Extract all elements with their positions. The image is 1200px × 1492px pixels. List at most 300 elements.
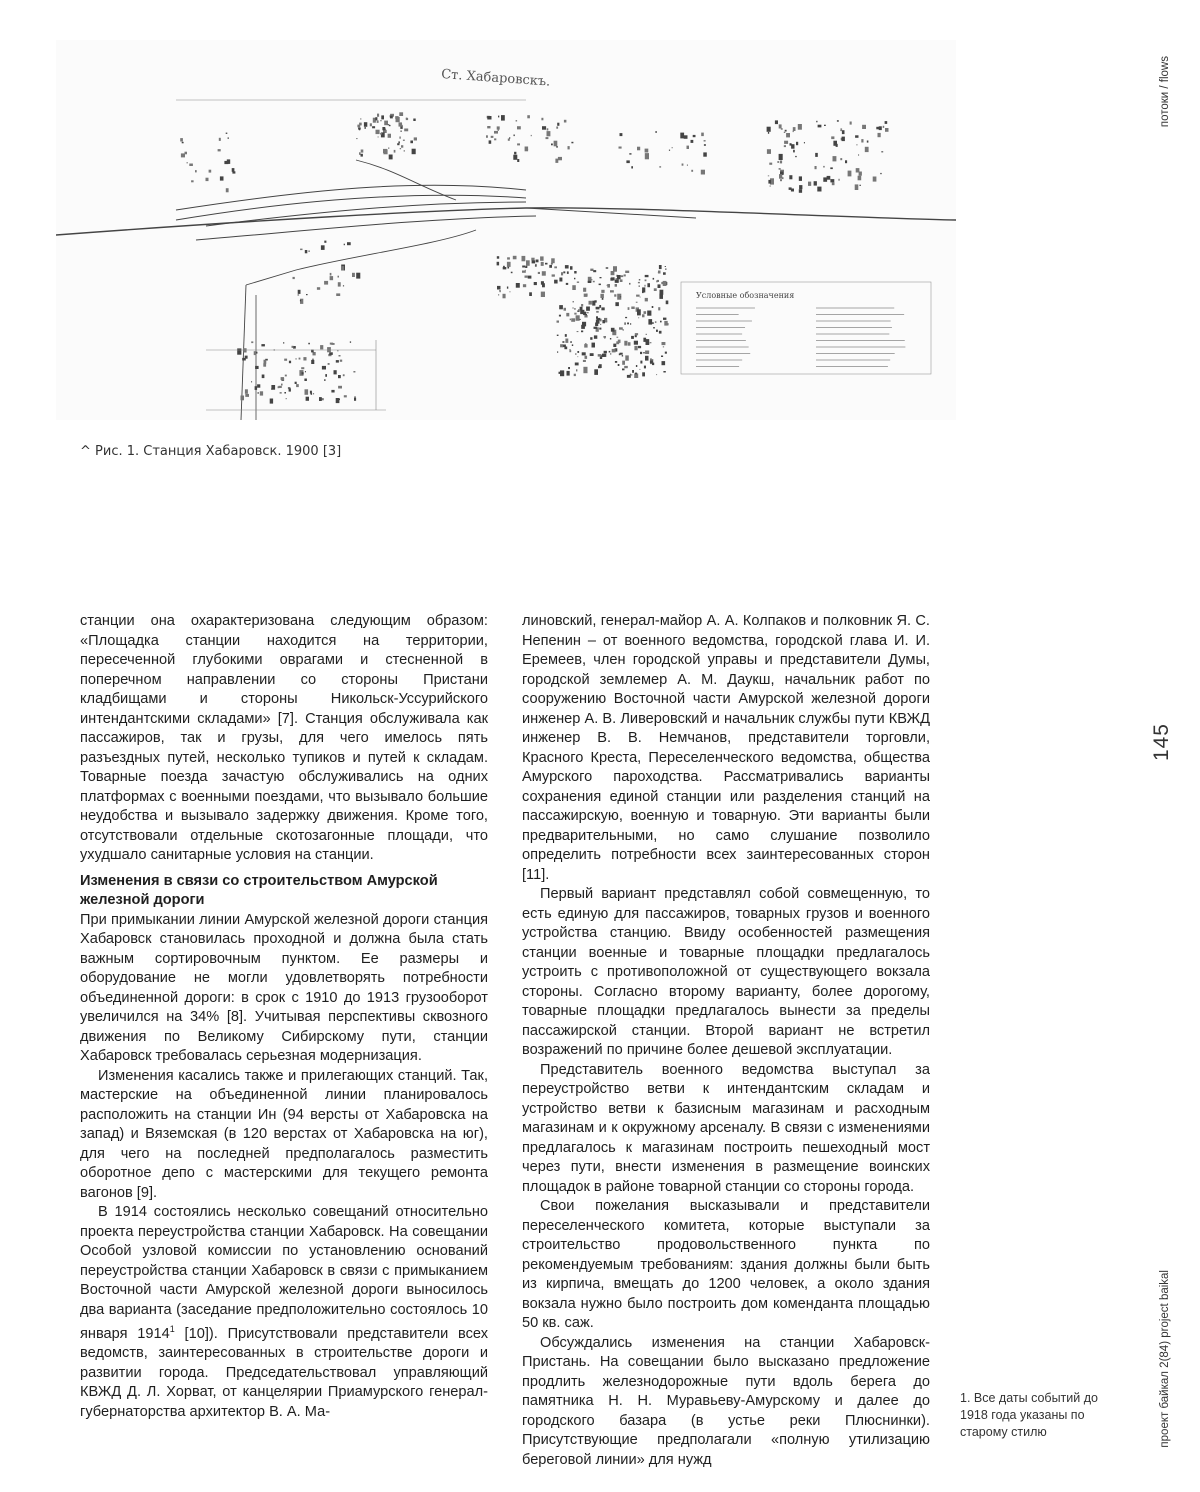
paragraph <box>80 1203 488 1422</box>
map-mark <box>659 166 661 167</box>
map-mark <box>656 374 657 375</box>
map-mark <box>640 361 642 364</box>
map-mark <box>361 150 364 153</box>
map-mark <box>818 125 822 128</box>
map-mark <box>684 135 688 139</box>
map-mark <box>644 366 646 369</box>
map-mark <box>568 367 570 369</box>
map-mark <box>303 357 306 360</box>
map-mark <box>799 185 802 189</box>
map-mark <box>354 396 356 398</box>
map-mark <box>583 288 586 292</box>
section-label: потоки / flows <box>1159 56 1171 127</box>
map-mark <box>655 321 657 323</box>
map-mark <box>635 373 637 375</box>
map-mark <box>503 267 507 269</box>
map-mark <box>577 282 579 283</box>
map-mark <box>599 305 601 308</box>
map-mark <box>306 397 309 401</box>
map-mark <box>572 308 574 309</box>
map-mark <box>509 137 510 138</box>
paragraph: Представитель военного ведомства выступал за переустройство ветви к интендантским складам и устройство ветви к базисным магазинам и расходным магазинам и к окружному арсеналу. В связи с изменениями предлагалось к магазинам построить пешеходный мост через пути, внести изменения в размещение воинских площадок в районе товарной станции со стороны города. <box>522 1061 930 1198</box>
map-mark <box>503 294 506 299</box>
map-mark <box>597 318 601 320</box>
map-mark <box>400 148 401 149</box>
map-mark <box>209 170 212 173</box>
map-mark <box>567 271 569 274</box>
map-mark <box>672 147 673 148</box>
map-mark <box>793 150 795 153</box>
map-mark <box>590 353 594 356</box>
map-mark <box>636 365 637 367</box>
map-mark <box>634 341 638 345</box>
map-mark <box>610 353 611 355</box>
map-mark <box>615 284 617 287</box>
map-mark <box>529 292 532 296</box>
map-mark <box>842 137 845 142</box>
map-mark <box>636 295 640 297</box>
map-mark <box>401 131 402 132</box>
map-mark <box>625 355 629 360</box>
map-mark <box>827 176 831 180</box>
map-mark <box>285 375 287 377</box>
map-mark <box>645 280 647 282</box>
map-mark <box>522 271 526 273</box>
map-mark <box>650 361 653 364</box>
map-mark <box>583 312 586 315</box>
map-mark <box>599 364 602 368</box>
map-mark <box>701 133 704 137</box>
map-mark <box>629 153 631 154</box>
map-mark <box>339 355 341 357</box>
map-mark <box>570 319 571 321</box>
map-mark <box>517 159 519 162</box>
map-mark <box>691 170 693 172</box>
footnote-ref[interactable]: 1 <box>170 1324 175 1334</box>
map-mark <box>302 372 304 374</box>
map-mark <box>701 170 705 175</box>
paragraph-part: В 1914 состоялись несколько совещаний относительно проекта переустройства станции Хабаровск. На совещании Особой узловой комиссии по установлению оснований переустройства станции Хабаровск в связи с примыканием Восточной части Амурской железной дороги выносилось два варианта (заседание предположительно состоялось 10 января 1914 <box>80 1204 488 1342</box>
map-mark <box>516 120 518 121</box>
map-mark <box>262 375 265 379</box>
map-mark <box>557 335 559 336</box>
map-mark <box>631 166 633 168</box>
map-mark <box>779 174 782 179</box>
map-mark <box>331 390 334 393</box>
map-mark <box>837 120 839 122</box>
map-mark <box>658 284 661 288</box>
map-mark <box>566 313 569 317</box>
map-mark <box>228 138 230 139</box>
map-mark <box>375 117 377 120</box>
map-mark <box>796 142 798 145</box>
map-mark <box>658 307 660 310</box>
map-mark <box>536 260 539 263</box>
map-mark <box>768 180 771 184</box>
map-mark <box>790 143 792 145</box>
map-mark <box>347 242 351 245</box>
map-mark <box>663 346 664 347</box>
map-mark <box>883 126 885 128</box>
map-mark <box>487 116 491 120</box>
map-mark <box>663 318 666 320</box>
map-mark <box>344 395 347 397</box>
map-mark <box>572 285 576 290</box>
map-mark <box>388 134 391 138</box>
map-mark <box>281 377 284 380</box>
map-mark <box>516 283 520 288</box>
map-mark <box>779 154 783 160</box>
map-mark <box>541 281 544 285</box>
map-mark <box>793 127 796 131</box>
map-mark <box>817 187 821 192</box>
map-mark <box>639 369 640 370</box>
map-mark <box>498 294 499 295</box>
map-mark <box>325 374 327 377</box>
map-mark <box>360 118 361 119</box>
station-map <box>56 40 956 420</box>
map-mark <box>513 256 517 259</box>
map-mark <box>568 146 570 149</box>
map-mark <box>257 392 259 394</box>
map-mark <box>663 371 665 373</box>
map-mark <box>885 128 889 132</box>
map-mark <box>341 266 344 270</box>
map-mark <box>860 185 861 186</box>
map-mark <box>613 277 615 280</box>
map-mark <box>881 151 883 153</box>
map-mark <box>815 166 817 169</box>
map-mark <box>353 371 355 373</box>
map-mark <box>597 329 598 330</box>
map-mark <box>631 336 634 339</box>
map-mark <box>545 263 548 265</box>
map-mark <box>628 307 630 310</box>
map-mark <box>611 271 615 275</box>
map-mark <box>832 182 835 185</box>
map-mark <box>833 156 837 161</box>
map-mark <box>563 271 565 273</box>
map-mark <box>180 138 183 141</box>
map-mark <box>648 319 652 325</box>
map-mark <box>666 301 669 305</box>
map-mark <box>622 369 625 371</box>
map-mark <box>491 136 494 138</box>
paragraph: линовский, генерал-майор А. А. Колпаков и полковник Я. С. Непенин – от военного ведомства, городской глава И. И. Еремеев, член городской управы и представители Думы, городской землемер А. М. Даукш, начальник работ по сооружению Восточной части Амурской железной дороги инженер А. В. Ливеровский и начальник службы пути КВЖД инженер В. В. Немчанов, представители торговли, Красного Креста, Переселенческого ведомства, общества Амурского пароходства. Рассматривались варианты сохранения единой станции или разделения станций на пассажирскую, военную и товарную. Эти варианты были предварительными, но само слушание позволило определить потребности всех заинтересованных сторон [11]. <box>522 612 930 885</box>
map-mark <box>343 374 345 376</box>
map-mark <box>600 294 604 298</box>
map-mark <box>361 154 363 157</box>
map-mark <box>687 146 690 149</box>
map-mark <box>652 322 654 324</box>
map-mark <box>646 339 650 345</box>
map-mark <box>525 276 528 278</box>
map-mark <box>865 147 869 152</box>
map-mark <box>547 128 549 130</box>
map-mark <box>586 307 590 311</box>
map-mark <box>410 141 413 144</box>
map-mark <box>582 322 586 327</box>
map-mark <box>388 147 389 149</box>
map-mark <box>665 266 666 267</box>
map-mark <box>577 356 578 357</box>
map-mark <box>559 315 561 317</box>
map-mark <box>775 120 778 124</box>
map-mark <box>232 168 235 172</box>
map-mark <box>556 146 558 147</box>
map-mark <box>880 173 882 174</box>
map-mark <box>564 120 567 123</box>
map-mark <box>305 371 306 372</box>
map-mark <box>599 284 601 286</box>
map-mark <box>525 267 527 268</box>
map-mark <box>559 305 563 309</box>
map-mark <box>662 361 666 365</box>
map-mark <box>338 375 341 378</box>
map-mark <box>580 307 583 311</box>
map-mark <box>578 309 579 311</box>
map-mark <box>780 179 781 181</box>
map-mark <box>514 135 515 137</box>
map-mark <box>313 352 316 355</box>
map-mark <box>615 280 619 283</box>
map-mark <box>321 245 325 250</box>
map-mark <box>581 304 583 307</box>
map-mark <box>284 359 287 361</box>
map-mark <box>330 343 333 345</box>
map-mark <box>560 370 564 376</box>
map-mark <box>555 159 558 163</box>
map-mark <box>535 265 537 266</box>
map-mark <box>300 299 303 304</box>
map-mark <box>565 339 568 343</box>
map-mark <box>631 307 634 310</box>
map-mark <box>842 130 845 134</box>
map-mark <box>791 144 794 149</box>
section-heading: Изменения в связи со строительством Амурской железной дороги <box>80 872 488 911</box>
map-mark <box>224 161 228 164</box>
map-mark <box>330 276 334 280</box>
map-mark <box>768 175 769 176</box>
map-mark <box>551 258 555 263</box>
map-mark <box>576 315 580 321</box>
map-mark <box>598 354 602 357</box>
map-mark <box>218 149 221 151</box>
map-mark <box>777 161 779 162</box>
map-mark <box>627 323 629 325</box>
map-mark <box>601 290 604 293</box>
map-mark <box>531 258 534 261</box>
map-mark <box>823 177 827 181</box>
map-mark <box>703 152 707 156</box>
map-mark <box>596 307 600 310</box>
map-mark <box>617 337 619 338</box>
map-mark <box>497 126 500 129</box>
map-mark <box>799 176 802 181</box>
map-mark <box>406 118 408 120</box>
map-mark <box>784 145 786 147</box>
map-mark <box>693 135 696 137</box>
map-mark <box>298 294 300 295</box>
map-mark <box>284 392 286 394</box>
map-mark <box>289 361 291 364</box>
map-mark <box>789 175 792 179</box>
map-mark <box>640 352 642 354</box>
page-number: 145 <box>1150 723 1174 761</box>
map-mark <box>255 366 259 369</box>
map-mark <box>814 181 817 185</box>
map-mark <box>556 127 558 129</box>
map-mark <box>377 114 379 117</box>
map-mark <box>271 388 272 389</box>
map-mark <box>237 348 241 354</box>
map-mark <box>334 370 337 374</box>
map-mark <box>786 133 790 137</box>
map-mark <box>383 149 387 153</box>
map-mark <box>615 302 619 306</box>
map-mark <box>620 279 623 282</box>
map-mark <box>245 394 249 397</box>
map-mark <box>601 307 604 310</box>
map-mark <box>583 360 586 362</box>
map-mark <box>497 262 500 266</box>
map-mark <box>655 131 656 133</box>
map-mark <box>645 351 649 355</box>
map-mark <box>767 149 771 154</box>
map-mark <box>542 126 546 130</box>
map-mark <box>644 311 647 314</box>
map-mark <box>399 137 400 139</box>
map-mark <box>279 386 282 388</box>
map-mark <box>330 273 332 276</box>
station-map-figure <box>56 40 956 420</box>
map-mark <box>593 281 595 283</box>
map-mark <box>646 334 647 335</box>
map-mark <box>836 144 838 147</box>
map-mark <box>785 130 787 132</box>
map-mark <box>324 281 328 285</box>
map-mark <box>319 397 322 401</box>
map-mark <box>251 341 253 343</box>
map-mark <box>611 328 615 332</box>
map-mark <box>604 351 607 354</box>
map-mark <box>780 161 782 164</box>
map-mark <box>615 361 617 363</box>
map-mark <box>365 127 366 129</box>
map-mark <box>855 135 858 138</box>
map-mark <box>625 271 629 273</box>
map-mark <box>630 374 631 375</box>
map-mark <box>804 142 805 143</box>
map-mark <box>489 140 492 143</box>
map-mark <box>413 119 415 122</box>
map-mark <box>283 342 284 344</box>
map-mark <box>501 115 505 121</box>
map-mark <box>602 320 605 323</box>
map-mark <box>311 393 313 395</box>
map-mark <box>412 149 416 155</box>
map-mark <box>793 131 794 132</box>
map-mark <box>682 164 684 166</box>
map-mark <box>799 189 802 193</box>
map-mark <box>656 280 658 282</box>
map-mark <box>594 369 598 375</box>
map-mark <box>494 131 498 134</box>
map-mark <box>590 337 592 340</box>
map-mark <box>338 282 341 286</box>
map-mark <box>320 345 323 349</box>
map-mark <box>628 342 631 346</box>
map-mark <box>602 354 605 357</box>
map-mark <box>324 379 325 381</box>
map-mark <box>380 133 382 135</box>
map-mark <box>665 352 667 354</box>
map-mark <box>878 133 881 137</box>
map-mark <box>340 360 342 362</box>
map-mark <box>666 323 669 325</box>
map-mark <box>610 338 611 340</box>
map-mark <box>517 126 521 129</box>
map-mark <box>509 292 510 293</box>
map-mark <box>584 344 587 348</box>
map-mark <box>241 396 245 401</box>
map-mark <box>354 398 356 401</box>
map-mark <box>858 176 862 181</box>
map-mark <box>356 273 360 279</box>
map-mark <box>661 356 663 358</box>
map-mark <box>343 285 344 286</box>
map-mark <box>642 314 645 317</box>
map-mark <box>564 347 567 350</box>
map-mark <box>286 398 287 399</box>
map-mark <box>206 178 209 181</box>
map-mark <box>396 117 400 122</box>
map-mark <box>497 256 499 259</box>
map-mark <box>606 267 609 269</box>
map-mark <box>624 274 626 276</box>
map-mark <box>624 322 626 324</box>
map-mark <box>281 384 283 386</box>
map-mark <box>823 166 825 168</box>
map-mark <box>245 356 248 359</box>
map-mark <box>611 277 612 278</box>
map-mark <box>638 282 640 283</box>
map-mark <box>625 317 627 318</box>
map-mark <box>845 160 847 163</box>
map-mark <box>620 133 623 136</box>
map-mark <box>264 360 267 364</box>
map-mark <box>549 265 552 268</box>
map-mark <box>602 298 604 300</box>
map-mark <box>292 346 294 348</box>
paragraph: Изменения касались также и прилегающих станций. Так, мастерские на объединенной линии планировалось расположить на станции Ин (94 версты от Хабаровска на запад) и Вяземская (в 120 верстах от Хабаровска на юг), для чего на последней предполагалось разместить оборотное депо с мастерскими для текущего ремонта вагонов [9]. <box>80 1067 488 1204</box>
map-mark <box>381 115 384 119</box>
map-mark <box>352 273 355 277</box>
map-mark <box>525 147 529 152</box>
map-mark <box>295 382 297 384</box>
map-mark <box>565 265 569 268</box>
map-mark <box>838 179 839 181</box>
map-mark <box>378 136 379 137</box>
map-mark <box>559 278 562 282</box>
map-mark <box>554 280 558 284</box>
map-mark <box>636 302 638 303</box>
map-mark <box>570 341 571 343</box>
map-mark <box>567 371 570 376</box>
map-mark <box>645 153 649 159</box>
map-mark <box>612 349 616 353</box>
map-mark <box>581 331 583 333</box>
